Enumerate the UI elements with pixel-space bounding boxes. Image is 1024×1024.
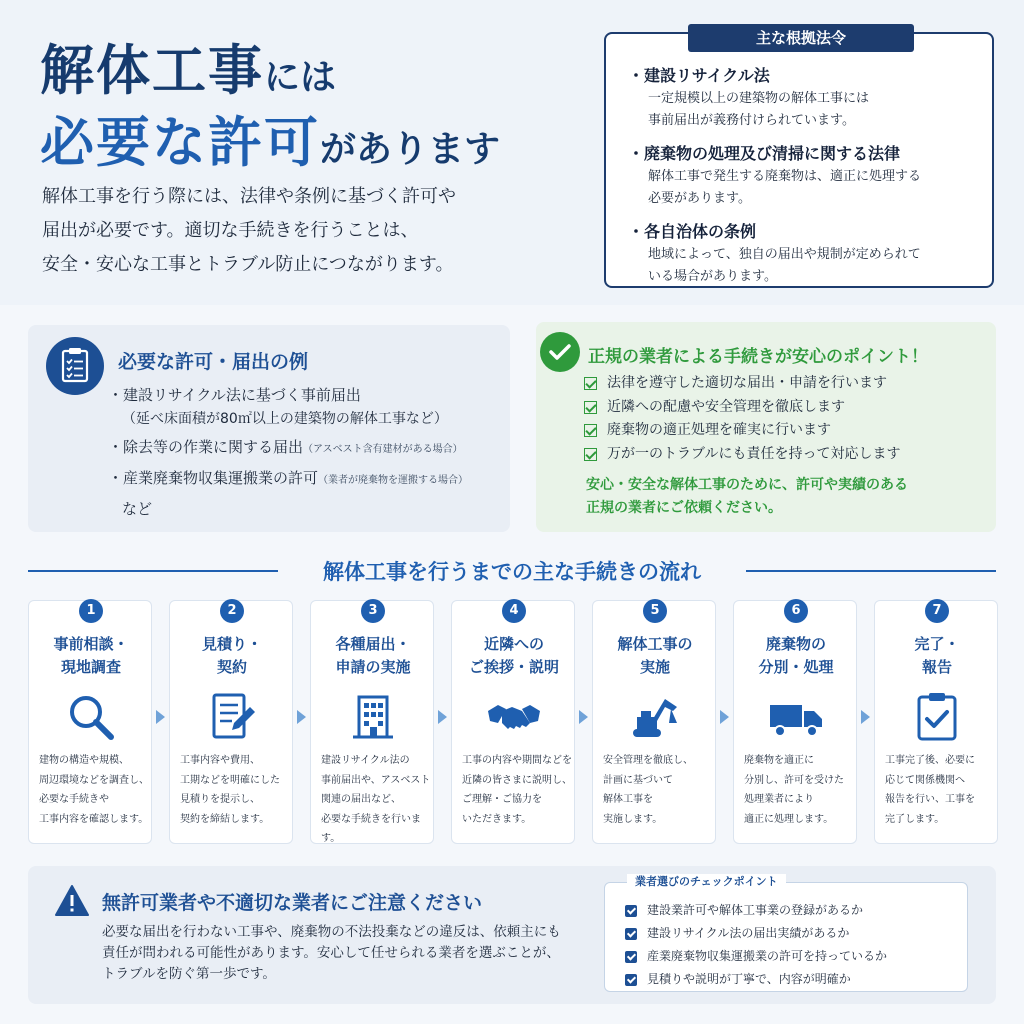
building-icon <box>345 689 401 745</box>
warning-line: 責任が問われる可能性があります。安心して任せられる業者を選ぶことが、 <box>102 945 560 961</box>
example-etc: など <box>122 500 153 518</box>
law-item <box>628 220 978 288</box>
checkpoint-box <box>604 875 968 992</box>
checkbox-icon <box>625 951 637 963</box>
flow-steps <box>28 600 996 845</box>
law-text: 一定規模以上の建築物の解体工事には <box>648 91 870 106</box>
hero-section <box>0 0 1024 305</box>
points-note-line: 安心・安全な解体工事のために、許可や実績のある <box>586 477 908 493</box>
checkbox-icon <box>625 974 637 986</box>
checkpoint-item <box>625 968 887 991</box>
points-note <box>586 474 986 520</box>
check-circle-icon <box>540 332 580 372</box>
flow-step-1 <box>28 600 152 844</box>
arrow-right-icon <box>438 710 447 724</box>
checkpoint-heading: 業者選びのチェックポイント <box>627 874 786 890</box>
point-text: 万が一のトラブルにも責任を持って対応します <box>607 445 901 462</box>
checkbox-icon <box>625 905 637 917</box>
warning-line: トラブルを防ぐ第一歩です。 <box>102 966 276 982</box>
handshake-icon <box>486 689 542 745</box>
example-item <box>108 466 468 521</box>
step-desc: 建設リサイクル法の 事前届出や、アスベスト 関連の届出など、 必要な手続きを行います。 <box>321 755 431 844</box>
example-text: ・ 除去等の作業に関する届出 <box>108 438 303 456</box>
arrow-right-icon <box>156 710 165 724</box>
title-suffix-2: があります <box>320 128 501 170</box>
point-item <box>584 443 900 467</box>
excavator-icon <box>627 689 683 745</box>
step-desc: 工事の内容や期間などを 近隣の皆さまに説明し、 ご理解・ご協力を いただきます。 <box>462 755 572 825</box>
example-subtext: （延べ床面積が80㎡以上の建築物の解体工事など） <box>122 411 448 427</box>
point-text: 近隣への配慮や安全管理を徹底します <box>607 398 845 415</box>
law-text: いる場合があります。 <box>648 269 777 284</box>
law-text: 地域によって、独自の届出や規制が定められて <box>648 247 921 262</box>
examples-title: 必要な許可・届出の例 <box>118 351 309 373</box>
step-desc: 建物の構造や規模、 周辺環境などを調査し、 必要な手続きや 工事内容を確認します。 <box>39 755 149 825</box>
arrow-right-icon <box>297 710 306 724</box>
arrow-right-icon <box>861 710 870 724</box>
warning-card <box>28 866 996 1004</box>
step-desc: 工事内容や費用、 工期などを明確にした 見積りを提示し、 契約を締結します。 <box>180 755 280 825</box>
law-text: 解体工事で発生する廃棄物は、適正に処理する <box>648 169 922 184</box>
step-number: 7 <box>925 599 949 623</box>
intro-line: 届出が必要です。適切な手続きを行うことは、 <box>42 220 419 241</box>
checkpoint-text: 建設リサイクル法の届出実績があるか <box>647 926 850 940</box>
title-main-2: 必要な許可 <box>40 110 320 174</box>
page-title <box>40 28 501 174</box>
flow-step-3 <box>310 600 434 844</box>
warning-title: 無許可業者や不適切な業者にご注意ください <box>102 892 483 914</box>
step-number: 6 <box>784 599 808 623</box>
intro-line: 安全・安心な工事とトラブル防止につながります。 <box>42 254 454 275</box>
point-text: 法律を遵守した適切な届出・申請を行います <box>607 375 887 391</box>
step-desc: 廃棄物を適正に 分別し、許可を受けた 処理業者により 適正に処理します。 <box>744 755 844 825</box>
law-text: 必要があります。 <box>648 191 751 206</box>
example-note: （アスベスト含有建材がある場合） <box>303 444 463 455</box>
checkpoint-list <box>625 899 887 991</box>
laws-box <box>604 29 994 288</box>
checkpoint-item <box>625 945 887 968</box>
point-text: 廃棄物の適正処理を確実に行います <box>607 422 831 438</box>
step-number: 3 <box>361 599 385 623</box>
example-text: ・ 建設リサイクル法に基づく事前届出 <box>108 383 468 407</box>
flow-step-4 <box>451 600 575 844</box>
law-text: 事前届出が義務付けられています。 <box>648 113 855 128</box>
warning-icon <box>54 884 90 918</box>
flow-step-7 <box>874 600 998 844</box>
checkpoint-item <box>625 899 887 922</box>
step-desc: 工事完了後、必要に 応じて関係機関へ 報告を行い、工事を 完了します。 <box>885 755 975 825</box>
intro-line: 解体工事を行う際には、法律や条例に基づく許可や <box>42 186 456 207</box>
point-item <box>584 396 900 420</box>
checkbox-icon <box>625 928 637 940</box>
step-title: 完了・ 報告 <box>914 635 960 676</box>
points-note-line: 正規の業者にご依頼ください。 <box>586 500 782 516</box>
intro-text <box>42 180 562 282</box>
points-list <box>584 372 900 466</box>
step-number: 1 <box>79 599 103 623</box>
law-name: ・ 建設リサイクル法 <box>628 64 978 88</box>
step-title: 近隣への ご挨拶・説明 <box>468 635 559 676</box>
step-number: 2 <box>220 599 244 623</box>
points-title: 正規の業者による手続きが安心のポイント！ <box>588 347 928 367</box>
magnifier-icon <box>63 689 119 745</box>
flow-step-6 <box>733 600 857 844</box>
step-title: 解体工事の 実施 <box>617 635 693 676</box>
law-name: ・ 各自治体の条例 <box>628 220 978 244</box>
law-name: ・ 廃棄物の処理及び清掃に関する法律 <box>628 142 978 166</box>
checkpoint-text: 見積りや説明が丁寧で、内容が明確か <box>647 972 851 986</box>
flow-step-2 <box>169 600 293 844</box>
flow-step-5 <box>592 600 716 844</box>
step-title: 廃棄物の 分別・処理 <box>758 635 834 676</box>
step-desc: 安全管理を徹底し、 計画に基づいて 解体工事を 実施します。 <box>603 755 693 825</box>
title-main-1: 解体工事 <box>40 38 264 102</box>
step-title: 見積り・ 契約 <box>201 635 262 676</box>
checkbox-icon <box>584 401 597 414</box>
document-pen-icon <box>204 689 260 745</box>
clipboard-check-icon <box>909 689 965 745</box>
point-item <box>584 372 900 396</box>
flow-divider-left <box>28 570 278 572</box>
step-title: 事前相談・ 現地調査 <box>53 635 129 676</box>
step-number: 5 <box>643 599 667 623</box>
laws-heading: 主な根拠法令 <box>688 24 914 52</box>
clipboard-list-icon <box>46 337 104 395</box>
checkbox-icon <box>584 377 597 390</box>
checkpoint-item <box>625 922 887 945</box>
examples-list <box>108 383 468 525</box>
title-suffix-1: には <box>264 56 337 98</box>
step-title: 各種届出・ 申請の実施 <box>335 635 411 676</box>
point-item <box>584 419 900 443</box>
example-note: （業者が廃棄物を運搬する場合） <box>318 475 469 486</box>
flow-divider-right <box>746 570 996 572</box>
truck-icon <box>768 689 824 745</box>
checkbox-icon <box>584 448 597 461</box>
checkpoint-text: 産業廃棄物収集運搬業の許可を持っているか <box>647 949 888 963</box>
laws-list <box>628 64 978 298</box>
arrow-right-icon <box>579 710 588 724</box>
example-item <box>108 383 468 431</box>
warning-line: 必要な届出を行わない工事や、廃棄物の不法投棄などの違反は、依頼主にも <box>102 924 561 940</box>
checkpoint-text: 建設業許可や解体工事業の登録があるか <box>647 903 864 917</box>
examples-card <box>28 325 510 532</box>
step-number: 4 <box>502 599 526 623</box>
points-card <box>536 322 996 532</box>
example-item <box>108 435 468 462</box>
checkbox-icon <box>584 424 597 437</box>
example-text: ・ 産業廃棄物収集運搬業の許可 <box>108 469 318 487</box>
law-item <box>628 64 978 132</box>
arrow-right-icon <box>720 710 729 724</box>
warning-text <box>102 922 602 985</box>
law-item <box>628 142 978 210</box>
flow-title: 解体工事を行うまでの主な手続きの流れ <box>323 560 701 584</box>
